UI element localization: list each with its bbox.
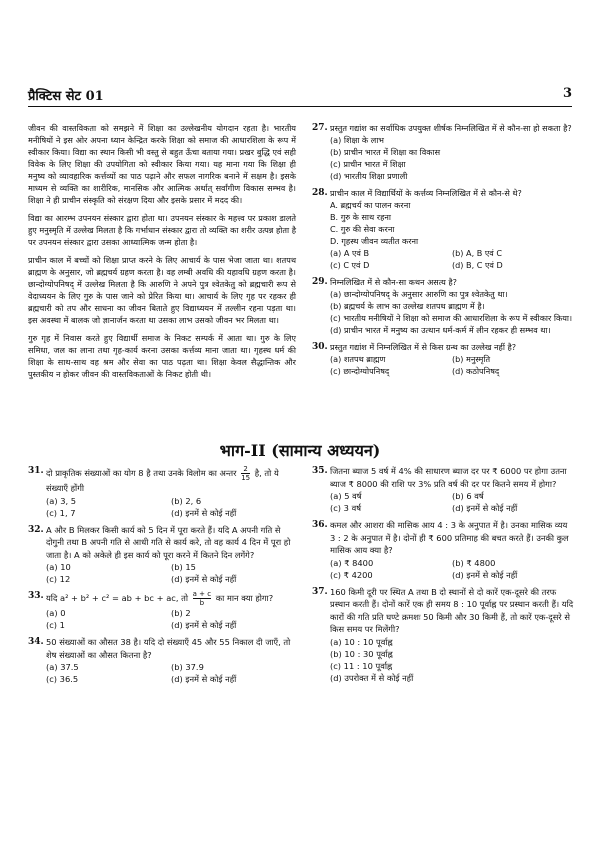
option-c[interactable]: (c) 3 वर्ष (330, 503, 361, 513)
option-d[interactable]: (d) B, C एवं D (452, 260, 503, 270)
question-number: 31. (28, 466, 44, 476)
general-studies-left (28, 465, 296, 690)
option-b[interactable]: (b) 6 वर्ष (452, 491, 484, 501)
option-d[interactable]: (d) इनमें से कोई नहीं (171, 574, 237, 584)
option-b[interactable]: (b) 10 : 30 पूर्वाह्न (330, 648, 393, 659)
option-d[interactable]: (d) उपरोक्त में से कोई नहीं (330, 672, 414, 683)
option-a[interactable]: (a) 0 (46, 608, 66, 618)
question-28 (312, 187, 574, 271)
option-d[interactable]: (d) इनमें से कोई नहीं (171, 620, 237, 630)
question-text-part: यदि a² + b² + c² = ab + bc + ac, तो (46, 593, 189, 603)
question-text: जितना ब्याज 5 वर्ष में 4% की साधारण ब्याज दर पर ₹ 6000 पर होगा उतना ब्याज ₹ 8000 की राशि पर 3% प्रति वर्ष की दर पर कितने समय में होगा? (330, 466, 567, 489)
question-32 (28, 524, 296, 586)
passage-paragraph: प्राचीन काल में बच्चों को शिक्षा प्राप्त करने के लिए आचार्य के पास भेजा जाता था। शतपथ ब्राह्मण के अनुसार, जो ब्रह्मचर्य ग्रहण करता है। वह लम्बी अवधि की यहावधि ग्रहण करता है। छान्दोग्योपनिषद् में उल्लेख मिलता है कि आरुणि ने अपने पुत्र श्वेतकेतु को ब्रह्मचारी रूप से वेदाध्ययन के लिए गुरु के पास जाने को प्रेरित किया था। आचार्य के लिए गृह पर रहकर ही ब्रह्मचारी को तप और साधना का जीवन बिताते हुए विद्याध्ययन में तल्लीन रहना पड़ता था। इस अवस्था में बालक जो ज्ञानार्जन करता था उसका लाभ उसको जीवन भर मिलता था। (28, 255, 296, 325)
option-d[interactable]: (d) प्राचीन भारत में मनुष्य का उत्थान धर्म-कर्म में लीन रहकर ही सम्भव था। (330, 325, 551, 335)
question-37 (312, 586, 574, 684)
option-b[interactable]: (b) 15 (171, 562, 196, 572)
option-b[interactable]: (b) 37.9 (171, 662, 204, 672)
fraction (193, 590, 211, 607)
option-d[interactable]: (d) इनमें से कोई नहीं (452, 569, 518, 580)
question-text: कमल और आशरा की मासिक आय 4 : 3 के अनुपात में है। उनका मासिक व्यय 3 : 2 के अनुपात में है। दोनों ही ₹ 600 प्रतिमाह की बचत करते हैं। उनकी कुल मासिक आय क्या है? (330, 520, 569, 555)
options-grid (330, 247, 574, 271)
option-a[interactable]: (a) 5 वर्ष (330, 491, 362, 501)
statement-d: D. गृहस्थ जीवन व्यतीत करना (330, 236, 419, 246)
option-b[interactable]: (b) प्राचीन भारत में शिक्षा का विकास (330, 147, 441, 157)
section-title: भाग-II (सामान्य अध्ययन) (219, 441, 381, 460)
option-b[interactable]: (b) A, B एवं C (452, 248, 503, 258)
fraction-denominator: 15 (241, 474, 251, 482)
question-text: 50 संख्याओं का औसत 38 है। यदि दो संख्याएँ 45 और 55 निकाल दी जाएँ, तो शेष संख्याओं का औसत कितना है? (46, 637, 291, 660)
question-number: 27. (312, 123, 328, 133)
option-b[interactable]: (b) 2, 6 (171, 495, 202, 506)
options-grid (330, 557, 574, 581)
question-34 (28, 636, 296, 685)
question-31 (28, 465, 296, 519)
option-a[interactable]: (a) शतपथ ब्राह्मण (330, 354, 386, 364)
page-number: 3 (562, 86, 572, 101)
option-d[interactable]: (d) भारतीय शिक्षा प्रणाली (330, 171, 408, 181)
option-a[interactable]: (a) 37.5 (46, 662, 79, 672)
option-b[interactable]: (b) ब्रह्मचर्य के लाभ का उल्लेख शतपथ ब्राह्मण में है। (330, 301, 485, 311)
passage-paragraph: जीवन की वास्तविकता को समझने में शिक्षा का उल्लेखनीय योगदान रहता है। भारतीय मनीषियों ने इस ओर अपना ध्यान केन्द्रित करके शिक्षा को समाज की आधारशिला के रूप में स्वीकार किया। विद्या का स्थान किसी भी वस्तु से बहुत ऊँचा बताया गया। प्रखर बुद्धि एवं सही विवेक के लिए शिक्षा की उपयोगिता को स्वीकार किया गया। यह माना गया कि शिक्षा ही मनुष्य को व्यावहारिक कर्त्तव्यों का पाठ पढ़ाने और सफल नागरिक बनाने में सक्षम है। इसके माध्यम से व्यक्ति का शारीरिक, मानसिक और आत्मिक अर्थात् सर्वांगीण विकास सम्भव है। शिक्षा ने ही प्राचीन संस्कृति को संरक्षण दिया और इसके प्रसार में मदद की। (28, 123, 296, 205)
passage-paragraph: विद्या का आरम्भ उपनयन संस्कार द्वारा होता था। उपनयन संस्कार के महत्त्व पर प्रकाश डालते हुए मनुस्मृति में उल्लेख मिलता है कि गर्भाधान संस्कार द्वारा तो व्यक्ति का शरीर उत्पन्न होता है पर उपनयन संस्कार द्वारा उसका आध्यात्मिक जन्म होता है। (28, 213, 296, 247)
question-36 (312, 519, 574, 581)
options-grid (46, 607, 296, 631)
question-30 (312, 341, 574, 377)
option-a[interactable]: (a) छान्दोग्योपनिषद् के अनुसार आरुणि का पुत्र श्वेतकेतु था। (330, 289, 508, 299)
question-number: 36. (312, 520, 328, 530)
general-studies-right (312, 465, 574, 689)
question-35 (312, 465, 574, 514)
question-number: 29. (312, 277, 328, 287)
option-b[interactable]: (b) मनुस्मृति (452, 354, 491, 364)
option-a[interactable]: (a) A एवं B (330, 248, 370, 258)
option-c[interactable]: (c) 1, 7 (46, 507, 76, 518)
fraction-denominator: b (199, 599, 205, 607)
option-c[interactable]: (c) ₹ 4200 (330, 569, 373, 580)
question-27 (312, 122, 574, 182)
question-text (46, 465, 296, 495)
question-number: 32. (28, 524, 44, 535)
option-b[interactable]: (b) 2 (171, 608, 191, 618)
options-grid (46, 661, 296, 685)
question-number: 37. (312, 586, 328, 597)
option-a[interactable]: (a) 3, 5 (46, 495, 77, 506)
question-text-part: दो प्राकृतिक संख्याओं का योग 8 है तथा उनके विलोम का अन्तर (46, 468, 237, 478)
option-c[interactable]: (c) 1 (46, 620, 65, 630)
option-c[interactable]: (c) प्राचीन भारत में शिक्षा (330, 159, 406, 169)
question-text-part: का मान क्या होगा? (215, 593, 274, 603)
options-grid (46, 495, 296, 519)
options-grid (330, 490, 574, 514)
question-text-part: है, तो ये संख्याएँ होंगी (46, 468, 279, 493)
question-29 (312, 276, 574, 336)
question-text: प्राचीन काल में विद्यार्थियों के कर्त्तव्य निम्नलिखित में से कौन-से थे? (330, 188, 522, 198)
question-33 (28, 590, 296, 631)
option-a[interactable]: (a) 10 : 10 पूर्वाह्न (330, 636, 393, 647)
passage-questions (312, 122, 574, 382)
page-header (28, 86, 572, 106)
question-text: 160 किमी दूरी पर स्थित A तथा B दो स्थानों से दो कारें एक-दूसरे की तरफ प्रस्थान करती हैं। दोनों कारें एक ही समय 8 : 10 पूर्वाह्न पर प्रस्थान करती हैं। यदि कारों की गति प्रति घण्टे क्रमशः 50 किमी और 30 किमी हैं, तो कारें एक-दूसरे से किस समय पर मिलेंगी? (330, 586, 574, 634)
question-number: 35. (312, 466, 328, 476)
option-c[interactable]: (c) 11 : 10 पूर्वाह्न (330, 660, 393, 671)
passage (28, 122, 296, 386)
question-text: निम्नलिखित में से कौन-सा कथन असत्य है? (330, 277, 457, 287)
option-b[interactable]: (b) ₹ 4800 (452, 557, 496, 568)
question-number: 34. (28, 637, 44, 647)
passage-paragraph: गुरु गृह में निवास करते हुए विद्यार्थी समाज के निकट सम्पर्क में आता था। गुरु के लिए समिधा, जल का लाना तथा गृह-कार्य करना उसका कर्त्तव्य माना जाता था। गृहस्थ धर्म की शिक्षा के साथ-साथ वह श्रम और सेवा का पाठ पढ़ता था। शिक्षा केवल सैद्धान्तिक और पुस्तकीय न होकर जीवन की वास्तविकताओं के निकट होती थी। (28, 333, 296, 379)
option-a[interactable]: (a) शिक्षा के लाभ (330, 135, 384, 145)
option-d[interactable]: (d) कठोपनिषद् (452, 366, 500, 376)
option-a[interactable]: (a) ₹ 8400 (330, 557, 374, 568)
option-d[interactable]: (d) इनमें से कोई नहीं (171, 674, 237, 684)
question-number: 33. (28, 591, 44, 601)
option-c[interactable]: (c) C एवं D (330, 260, 370, 270)
fraction-numerator: a + c (192, 590, 212, 598)
statement-c: C. गुरु की सेवा करना (330, 224, 395, 234)
question-text: प्रस्तुत गद्यांश का सर्वाधिक उपयुक्त शीर्षक निम्नलिखित में से कौन-सा हो सकता है? (330, 123, 572, 133)
question-text (46, 590, 296, 607)
option-d[interactable]: (d) इनमें से कोई नहीं (171, 507, 237, 518)
statement-b: B. गुरु के साथ रहना (330, 212, 391, 222)
question-number: 28. (312, 188, 328, 198)
practice-set-title: प्रैक्टिस सेट 01 (28, 89, 104, 104)
option-d[interactable]: (d) इनमें से कोई नहीं (452, 503, 518, 513)
option-c[interactable]: (c) भारतीय मनीषियों ने शिक्षा को समाज की आधारशिला के रूप में स्वीकार किया। (330, 313, 573, 323)
option-a[interactable]: (a) 10 (46, 562, 71, 572)
option-c[interactable]: (c) 12 (46, 574, 71, 584)
options-grid (330, 353, 574, 377)
question-text: प्रस्तुत गद्यांश में निम्नलिखित में से किस ग्रन्थ का उल्लेख नहीं है? (330, 342, 517, 352)
statement-a: A. ब्रह्मचर्य का पालन करना (330, 200, 411, 210)
options-grid (46, 561, 296, 585)
fraction-numerator: 2 (241, 465, 250, 474)
fraction (241, 465, 250, 482)
question-text: A और B मिलकर किसी कार्य को 5 दिन में पूरा करते हैं। यदि A अपनी गति से दोगुनी तथा B अपनी गति से आधी गति से कार्य करे, तो वह कार्य 4 दिन में पूरा हो जाता है। A को अकेले ही इस कार्य को पूरा करने में कितने दिन लगेंगे? (46, 524, 291, 560)
header-rule (28, 106, 572, 107)
option-c[interactable]: (c) छान्दोग्योपनिषद् (330, 366, 390, 376)
question-number: 30. (312, 342, 328, 352)
option-c[interactable]: (c) 36.5 (46, 674, 79, 684)
